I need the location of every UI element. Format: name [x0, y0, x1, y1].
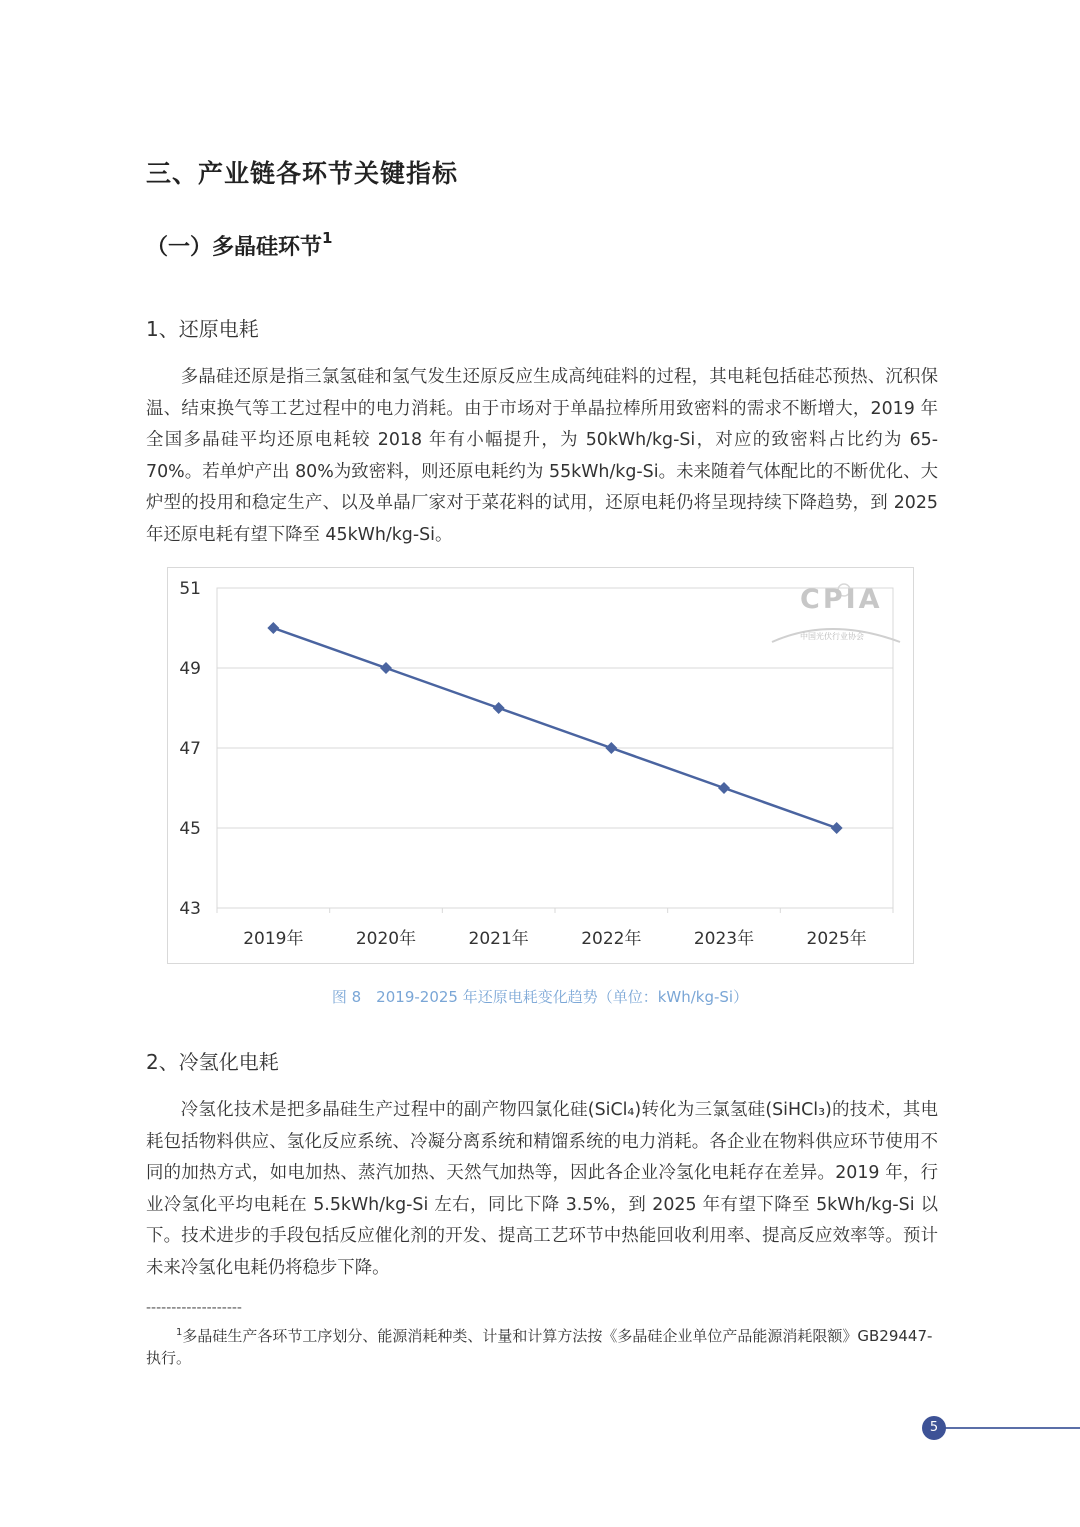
logo-text: CPIA	[800, 584, 883, 615]
subsection-title	[146, 230, 332, 261]
x-tick-label: 2025年	[806, 929, 867, 949]
logo-cn-text: 中国光伏行业协会	[800, 632, 864, 641]
x-tick-label: 2021年	[468, 929, 529, 949]
y-axis-ticks	[179, 579, 201, 919]
item2-title: 2、冷氢化电耗	[146, 1050, 279, 1074]
x-tick-label: 2022年	[581, 929, 642, 949]
item1-title: 1、还原电耗	[146, 317, 259, 341]
x-tick-label: 2023年	[693, 929, 755, 949]
paragraph-reduction-power: 多晶硅还原是指三氯氢硅和氢气发生还原反应生成高纯硅料的过程，其电耗包括硅芯预热、沉积保温、结束换气等工艺过程中的电力消耗。由于市场对于单晶拉棒所用致密料的需求不断增大，2019 年全国多晶硅平均还原电耗较 2018 年有小幅提升，为 50kWh/kg-Si，对应的致密料占比约为 65-70%。若单炉产出 80%为致密料，则还原电耗约为 55kWh/kg-Si。未来随着气体配比的不断优化、大炉型的投用和稳定生产、以及单晶厂家对于菜花料的试用，还原电耗仍将呈现持续下降趋势，到 2025 年还原电耗有望下降至 45kWh/kg-Si。	[146, 367, 938, 545]
paragraph-cold-hydrogenation: 冷氢化技术是把多晶硅生产过程中的副产物四氯化硅(SiCl₄)转化为三氯氢硅(SiHCl₃)的技术，其电耗包括物料供应、氢化反应系统、冷凝分离系统和精馏系统的电力消耗。各企业在物料供应环节使用不同的加热方式，如电加热、蒸汽加热、天然气加热等，因此各企业冷氢化电耗存在差异。2019 年，行业冷氢化平均电耗在 5.5kWh/kg-Si 左右，同比下降 3.5%，到 2025 年有望下降至 5kWh/kg-Si 以下。技术进步的手段包括反应催化剂的开发、提高工艺环节中热能回收利用率、提高反应效率等。预计未来冷氢化电耗仍将稳步下降。	[146, 1100, 938, 1278]
cpia-logo	[770, 578, 902, 650]
x-tick-label: 2019年	[243, 929, 304, 949]
y-tick-label: 51	[179, 579, 201, 599]
x-tick-label: 2020年	[355, 929, 417, 949]
y-tick-label: 45	[179, 819, 201, 839]
subsection-footnote-mark[interactable]: 1	[322, 228, 333, 247]
footnote-text: 多晶硅生产各环节工序划分、能源消耗种类、计量和计算方法按《多晶硅企业单位产品能源消耗限额》GB29447- 执行。	[146, 1327, 933, 1367]
page-footer-line	[944, 1427, 1080, 1429]
footnote-separator: -------------------	[146, 1300, 242, 1316]
footnote	[146, 1322, 938, 1369]
y-tick-label: 49	[179, 659, 201, 679]
x-axis-ticks	[243, 928, 867, 949]
section-title: 三、产业链各环节关键指标	[146, 159, 459, 188]
subsection-title-text: （一）多晶硅环节	[146, 235, 323, 260]
figure-caption: 图 8 2019-2025 年还原电耗变化趋势（单位：kWh/kg-Si）	[331, 988, 749, 1006]
y-tick-label: 47	[179, 739, 201, 759]
footnote-mark: 1	[176, 1327, 183, 1338]
y-tick-label: 43	[179, 899, 201, 919]
page-number: 5	[922, 1416, 946, 1440]
